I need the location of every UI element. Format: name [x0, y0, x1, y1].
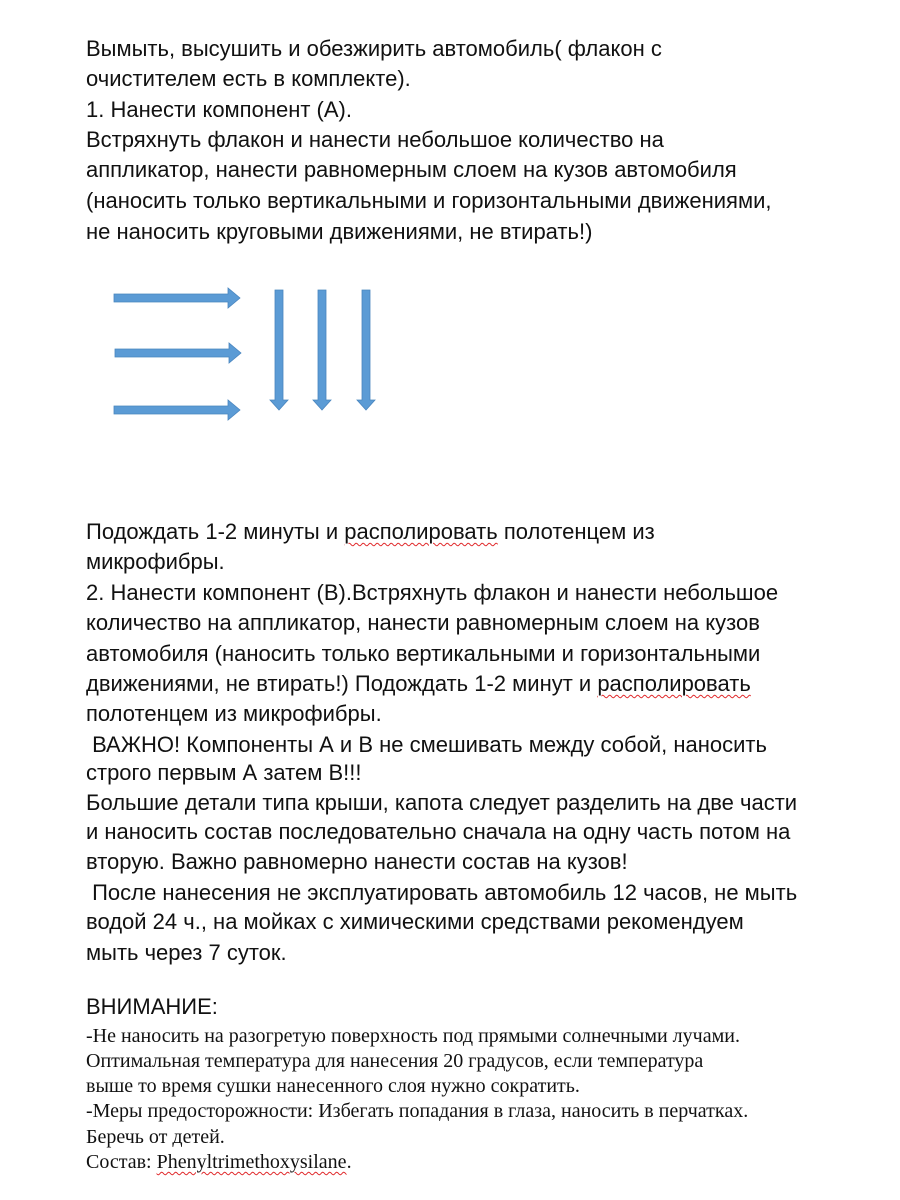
text-line: водой 24 ч., на мойках с химическими средствами рекомендуем [86, 909, 744, 934]
text-line: 2. Нанести компонент (В).Встряхнуть флакон и нанести небольшое [86, 580, 779, 605]
text-line: выше то время сушки нанесенного слоя нужно сократить. [86, 1075, 580, 1097]
text-line [86, 519, 655, 545]
spellcheck-word: располировать [344, 519, 498, 544]
text-line: микрофибры. [86, 549, 225, 574]
text-segment: Подождать 1-2 минуты и [86, 519, 345, 544]
text-line: Беречь от детей. [86, 1126, 225, 1148]
vertical-arrow-icon [313, 290, 331, 410]
warning-title: ВНИМАНИЕ: [86, 994, 218, 1019]
horizontal-arrow-icon [114, 288, 240, 308]
text-segment: . [346, 1151, 352, 1173]
composition-line [86, 1151, 352, 1174]
text-line: очистителем есть в комплекте). [86, 66, 411, 91]
vertical-arrow-icon [357, 290, 375, 410]
text-line: и наносить состав последовательно сначала на одну часть потом на [86, 819, 791, 844]
vertical-arrow-icon [270, 290, 288, 410]
text-line [86, 671, 751, 697]
horizontal-arrow-icon [115, 343, 241, 363]
text-line: (наносить только вертикальными и горизонтальными движениями, [86, 188, 772, 213]
text-line: Встряхнуть флакон и нанести небольшое количество на [86, 127, 664, 152]
text-segment: полотенцем из [497, 519, 655, 544]
text-line: аппликатор, нанести равномерным слоем на кузов автомобиля [86, 157, 737, 182]
spellcheck-word: располировать [597, 671, 751, 696]
text-line: строго первым А затем В!!! [86, 760, 362, 785]
text-line: полотенцем из микрофибры. [86, 701, 382, 726]
text-segment: Состав: [86, 1151, 157, 1173]
text-line: Оптимальная температура для нанесения 20 градусов, если температура [86, 1050, 704, 1072]
spellcheck-word: Phenyltrimethoxysilane [156, 1151, 347, 1173]
text-line: -Не наносить на разогретую поверхность под прямыми солнечными лучами. [86, 1025, 740, 1047]
text-line: не наносить круговыми движениями, не втирать!) [86, 219, 593, 244]
text-line: автомобиля (наносить только вертикальными и горизонтальными [86, 641, 761, 666]
text-line: Большие детали типа крыши, капота следует разделить на две части [86, 790, 798, 815]
horizontal-arrow-icon [114, 400, 240, 420]
text-line: мыть через 7 суток. [86, 940, 287, 965]
text-line: -Меры предосторожности: Избегать попадания в глаза, наносить в перчатках. [86, 1100, 749, 1122]
text-line: количество на аппликатор, нанести равномерным слоем на кузов [86, 610, 760, 635]
text-line: После нанесения не эксплуатировать автомобиль 12 часов, не мыть [86, 880, 798, 905]
text-line: 1. Нанести компонент (А). [86, 97, 352, 122]
text-line: Вымыть, высушить и обезжирить автомобиль( флакон с [86, 36, 662, 61]
important-line: ВАЖНО! Компоненты А и В не смешивать между собой, наносить [86, 732, 767, 757]
text-line: вторую. Важно равномерно нанести состав на кузов! [86, 849, 628, 874]
text-segment: движениями, не втирать!) Подождать 1-2 минут и [86, 671, 598, 696]
